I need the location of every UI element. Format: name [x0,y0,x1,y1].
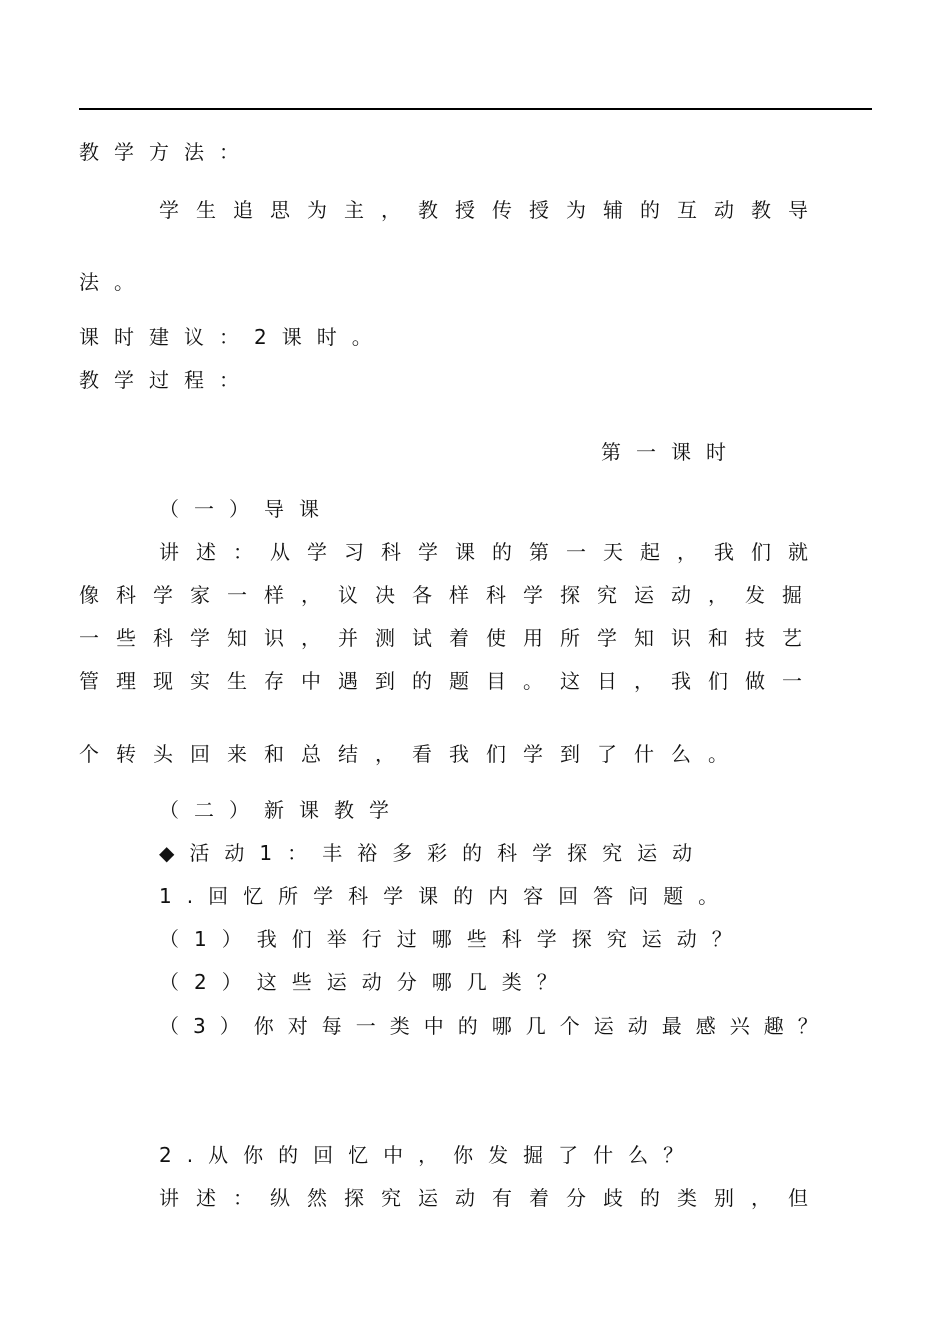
header-rule [79,108,872,110]
activity-1-heading: ◆活动1：丰裕多彩的科学探究运动 [159,841,708,865]
question-1: 1.回忆所学科学课的内容回答问题。 [159,884,734,908]
process-heading: 教学过程： [79,368,254,392]
method-heading: 教学方法： [79,140,254,164]
question-1-3: （3）你对每一类中的哪几个运动最感兴趣？ [159,1014,832,1038]
section1-heading: （一）导课 [159,497,334,521]
method-body-line-2: 法。 [79,270,149,294]
question-1-2: （2）这些运动分哪几类？ [159,970,572,994]
question-2: 2.从你的回忆中，你发掘了什么？ [159,1143,699,1167]
narration-line-2: 像科学家一样，议决各样科学探究运动，发掘 [79,583,819,607]
narration-line-1: 讲述：从学习科学课的第一天起，我们就 [159,540,825,564]
method-body-line-1: 学生追思为主，教授传授为辅的互动教导 [159,198,825,222]
narration-line-5: 个转头回来和总结，看我们学到了什么。 [79,742,745,766]
lesson-title: 第一课时 [601,440,741,464]
hours-suggestion: 课时建议：2课时。 [79,325,387,349]
section2-heading: （二）新课教学 [159,798,404,822]
narration-line-3: 一些科学知识，并测试着使用所学知识和技艺 [79,626,819,650]
question-1-1: （1）我们举行过哪些科学探究运动？ [159,927,747,951]
narration-line-6: 讲述：纵然探究运动有着分歧的类别，但 [159,1186,825,1210]
narration-line-4: 管理现实生存中遇到的题目。这日，我们做一 [79,669,819,693]
